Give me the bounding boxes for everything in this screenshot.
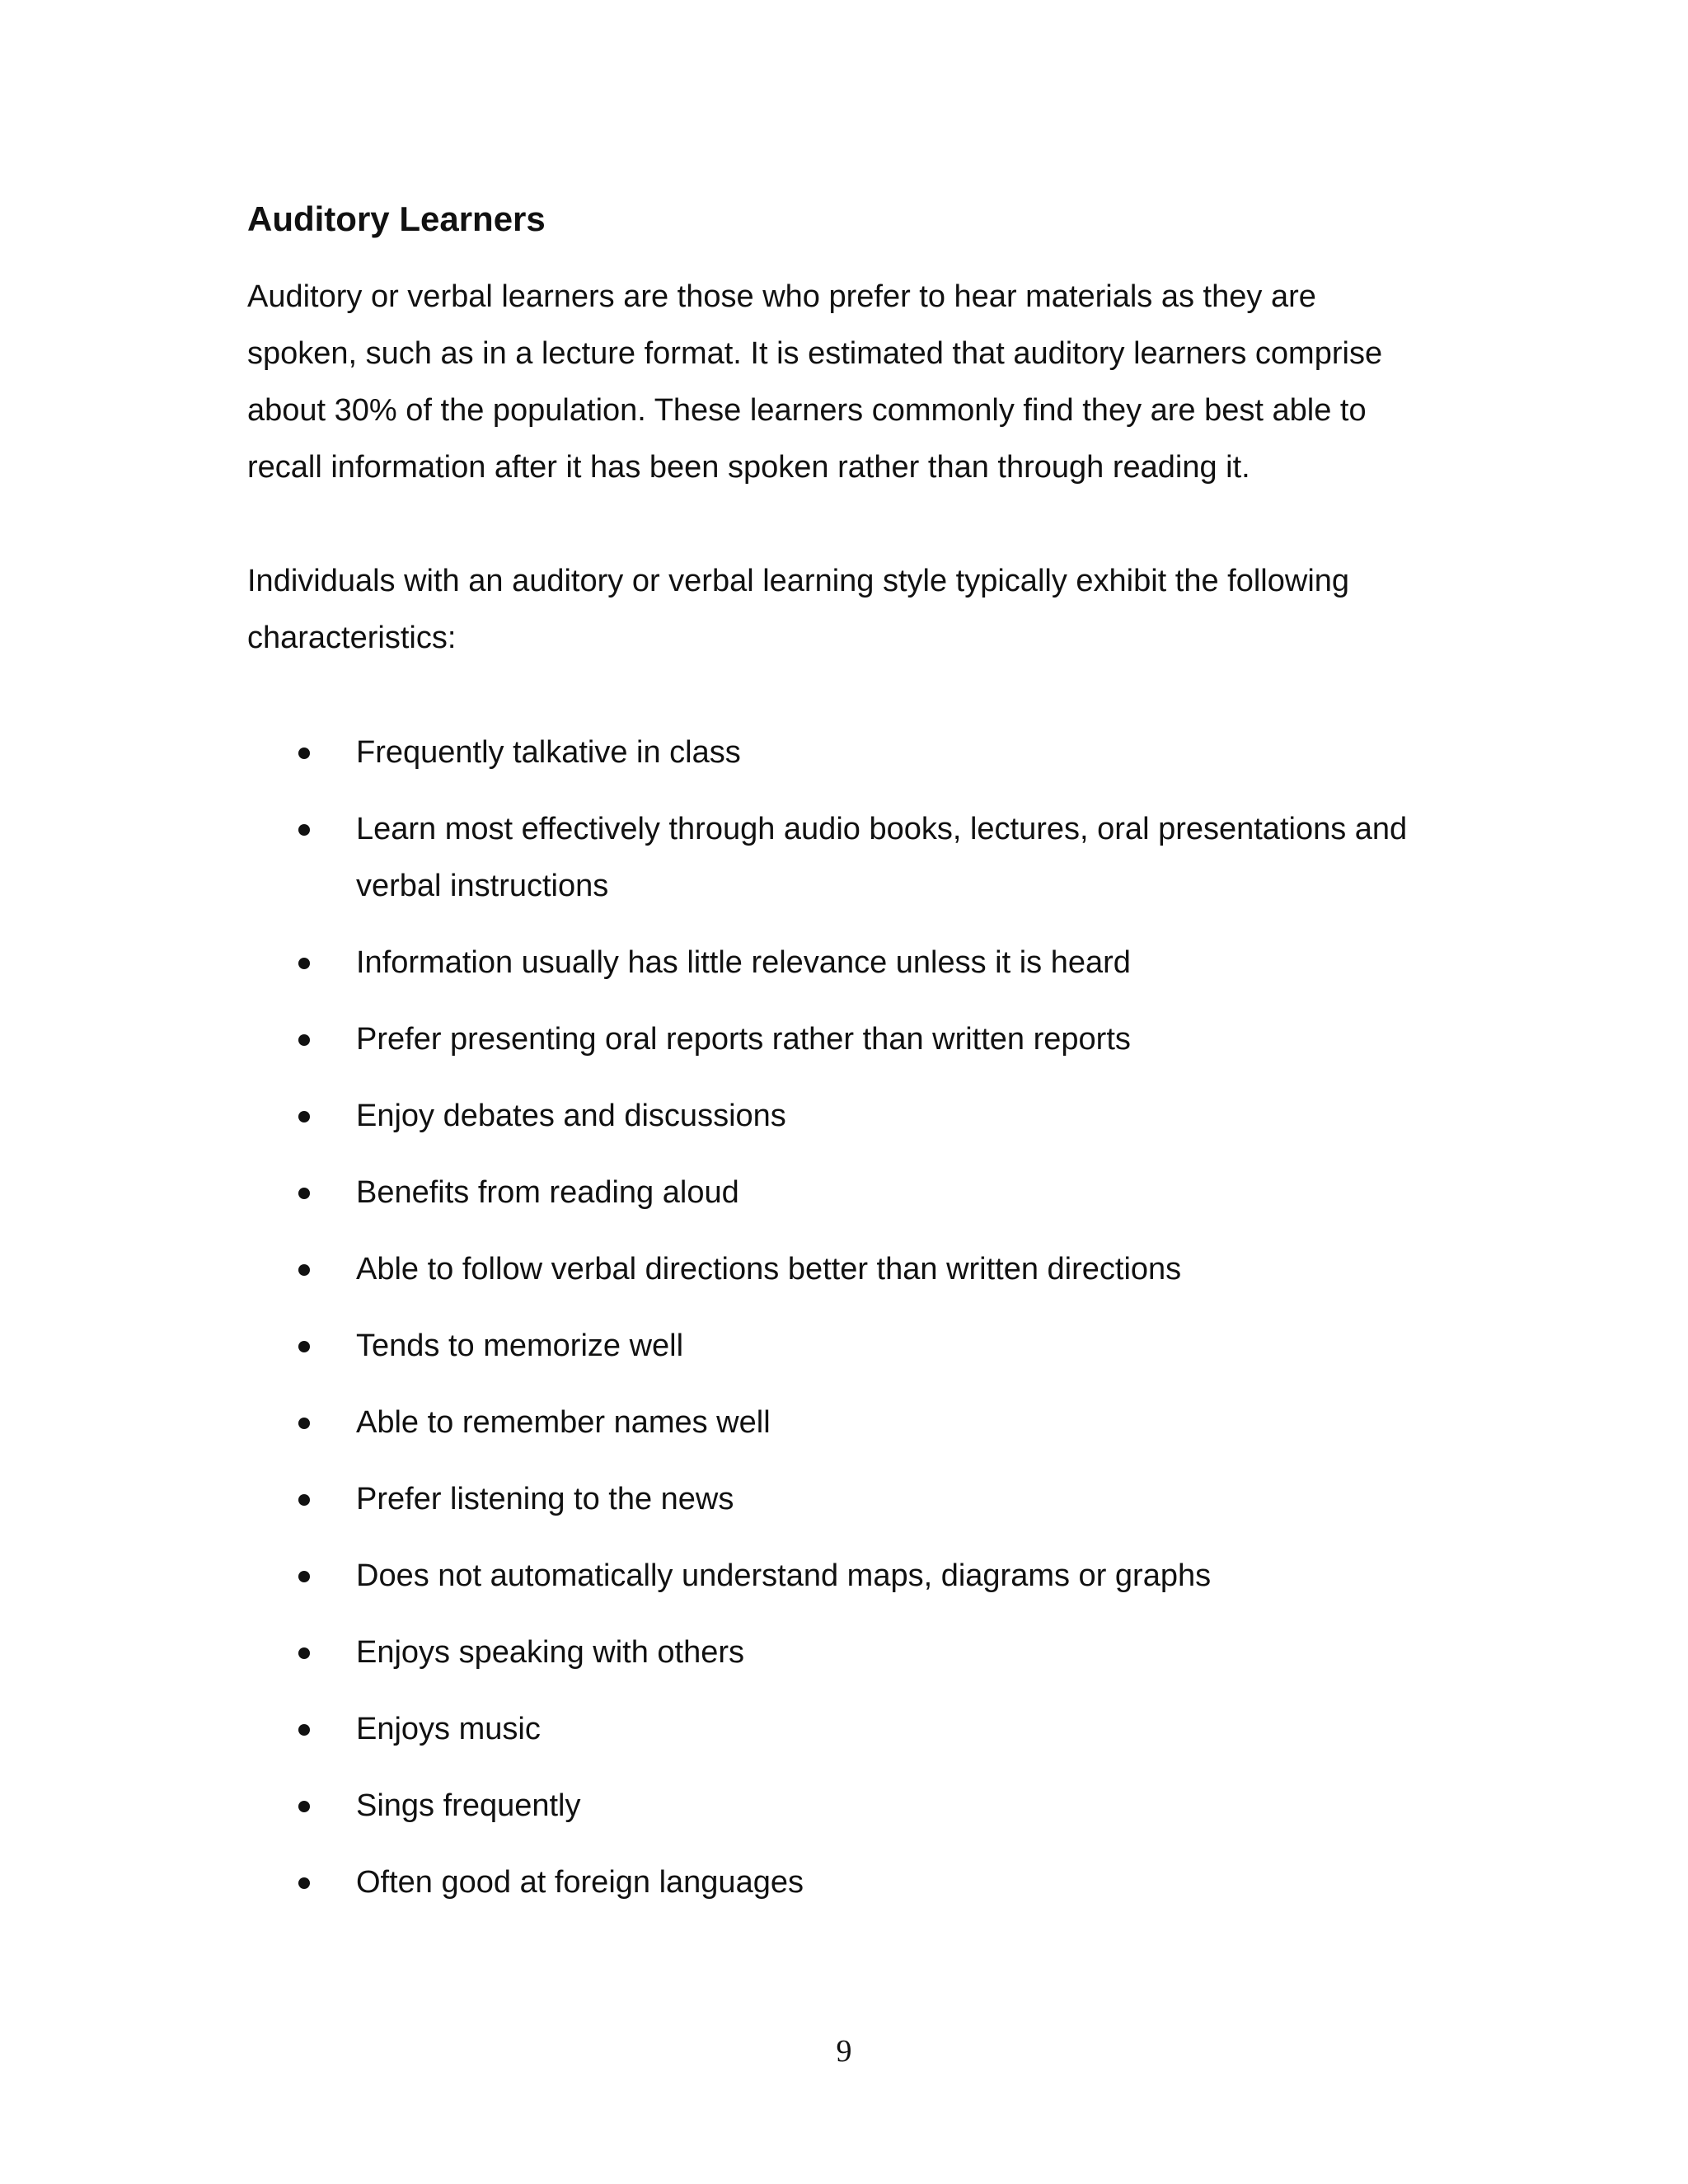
bullet-icon — [298, 1341, 310, 1352]
page-content — [247, 194, 1434, 1931]
list-item-text: Enjoys speaking with others — [356, 1635, 745, 1670]
list-item — [247, 1318, 1428, 1375]
list-item — [247, 1471, 1428, 1528]
list-item — [247, 1165, 1428, 1221]
list-item-text: Benefits from reading aloud — [356, 1175, 739, 1210]
list-item — [247, 1854, 1428, 1911]
bullet-icon — [298, 1418, 310, 1429]
list-item-text: Prefer listening to the news — [356, 1482, 734, 1516]
list-item-text: Information usually has little relevance unless it is heard — [356, 945, 1131, 980]
list-item — [247, 1624, 1428, 1681]
list-item-text: Sings frequently — [356, 1788, 581, 1823]
bullet-icon — [298, 1801, 310, 1812]
list-item — [247, 724, 1428, 781]
list-item — [247, 1701, 1428, 1758]
section-heading: Auditory Learners — [247, 199, 546, 238]
list-item-text: Learn most effectively through audio books, lectures, oral presentations and verbal instructions — [356, 812, 1408, 903]
bullet-icon — [298, 958, 310, 969]
bullet-icon — [298, 1877, 310, 1889]
list-item — [247, 1394, 1428, 1451]
list-item-text: Enjoys music — [356, 1712, 541, 1746]
characteristics-intro-paragraph: Individuals with an auditory or verbal learning style typically exhibit the following characteristics: — [247, 564, 1350, 655]
bullet-icon — [298, 1494, 310, 1506]
list-item-text: Able to follow verbal directions better than written directions — [356, 1252, 1182, 1286]
list-item-text: Frequently talkative in class — [356, 735, 741, 770]
list-item-text: Able to remember names well — [356, 1405, 771, 1440]
list-item — [247, 1011, 1428, 1068]
list-item-text: Often good at foreign languages — [356, 1865, 804, 1900]
bullet-icon — [298, 824, 310, 836]
characteristics-list — [247, 724, 1434, 1911]
bullet-icon — [298, 1724, 310, 1736]
list-item — [247, 1548, 1428, 1605]
list-item-text: Prefer presenting oral reports rather than written reports — [356, 1022, 1131, 1057]
list-item-text: Enjoy debates and discussions — [356, 1099, 786, 1133]
list-item — [247, 935, 1428, 991]
page-number: 9 — [836, 2034, 852, 2069]
bullet-icon — [298, 1034, 310, 1046]
bullet-icon — [298, 1647, 310, 1659]
list-item-text: Tends to memorize well — [356, 1329, 684, 1363]
list-item — [247, 801, 1428, 915]
bullet-icon — [298, 1111, 310, 1122]
bullet-icon — [298, 1571, 310, 1582]
bullet-icon — [298, 1188, 310, 1199]
bullet-icon — [298, 748, 310, 759]
list-item — [247, 1778, 1428, 1835]
list-item — [247, 1241, 1428, 1298]
bullet-icon — [298, 1264, 310, 1276]
intro-paragraph: Auditory or verbal learners are those who prefer to hear materials as they are spoken, such as in a lecture format. It is estimated that auditory learners comprise about 30% of the population. These learners commonly find they are best able to recall information after it has been spoken rather than through reading it. — [247, 279, 1383, 485]
list-item-text: Does not automatically understand maps, diagrams or graphs — [356, 1558, 1212, 1593]
list-item — [247, 1088, 1428, 1145]
